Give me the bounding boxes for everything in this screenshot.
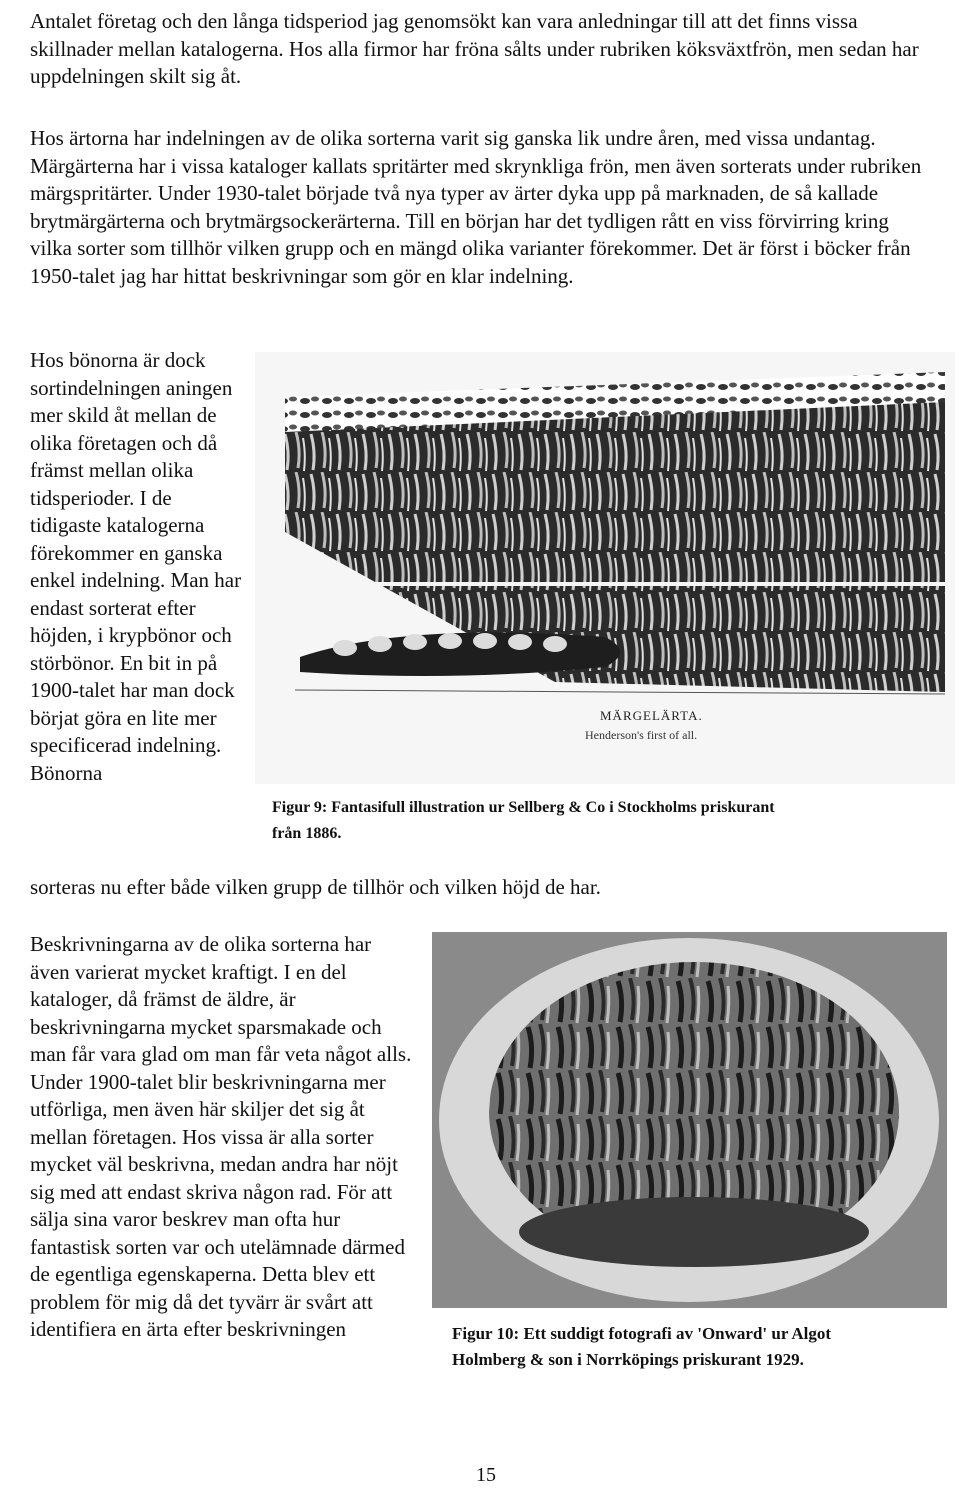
figure-9-caption-line2: från 1886. — [272, 825, 342, 842]
onward-pea-photo — [432, 932, 947, 1308]
figure-9-caption-line1: Figur 9: Fantasifull illustration ur Sellberg & Co i Stockholms priskurant — [272, 799, 775, 816]
descriptions-paragraph: Beskrivningarna av de olika sorterna har även varierat mycket kraftigt. I en del kataloger, då främst de äldre, är beskrivningarna mycket sparsmakade och man får vara glad om man får veta något alls. Under 1900-talet blir beskrivningarna mer utförliga, men även här skiljer det sig åt mellan företagen. Hos vissa är alla sorter mycket väl beskrivna, medan andra har nöjt sig med att endast skriva någon rad. För att sälja sina varor beskrev man ofta hur fantastisk sorten var och utelämnade därmed de egentliga egenskaperna. Detta blev ett problem för mig då det tyvärr är svårt att identifiera en ärta efter beskrivningen — [30, 932, 412, 1341]
pea-plants-engraving — [255, 352, 955, 784]
page-number: 15 — [476, 1464, 496, 1486]
beans-paragraph-end: sorteras nu efter både vilken grupp de tillhör och vilken höjd de har. — [30, 875, 601, 899]
figure-10-photograph — [432, 932, 947, 1308]
figure-9-illustration — [255, 352, 955, 784]
illustration-label-subtitle: Henderson's first of all. — [585, 728, 698, 742]
figure-10-caption-line1: Figur 10: Ett suddigt fotografi av 'Onward' ur Algot — [452, 1324, 832, 1343]
intro-paragraph: Antalet företag och den långa tidsperiod jag genomsökt kan vara anledningar till att det finns vissa skillnader mellan katalogerna. Hos alla firmor har fröna sålts under rubriken köksväxtfrön, men sedan har uppdelningen skilt sig åt. — [30, 9, 919, 88]
beans-paragraph: Hos bönorna är dock sortindelningen aningen mer skild åt mellan de olika företagen och då främst mellan olika tidsperioder. I de tidigaste katalogerna förekommer en ganska enkel indelning. Man har endast sorterat efter höjden, i krypbönor och störbönor. En bit in på 1900-talet har man dock börjat göra en lite mer specificerad indelning. Bönorna — [30, 348, 242, 785]
illustration-label-title: MÄRGELÄRTA. — [600, 708, 703, 723]
peas-paragraph: Hos ärtorna har indelningen av de olika sorterna varit sig ganska lik undre åren, med vissa undantag. Märgärterna har i vissa kataloger kallats spritärter med skrynkliga frön, men även sorterats under rubriken märgspritärter. Under 1930-talet började två nya typer av ärter dyka upp på marknaden, de så kallade brytmärgärterna och brytmärgsockerärterna. Till en början har det tydligen rått en viss förvirring kring vilka sorter som tillhör vilken grupp och en mängd olika varianter förekommer. Det är först i böcker från 1950-talet jag har hittat beskrivningar som gör en klar indelning. — [30, 126, 922, 288]
figure-10-caption-line2: Holmberg & son i Norrköpings priskurant 1929. — [452, 1350, 804, 1369]
